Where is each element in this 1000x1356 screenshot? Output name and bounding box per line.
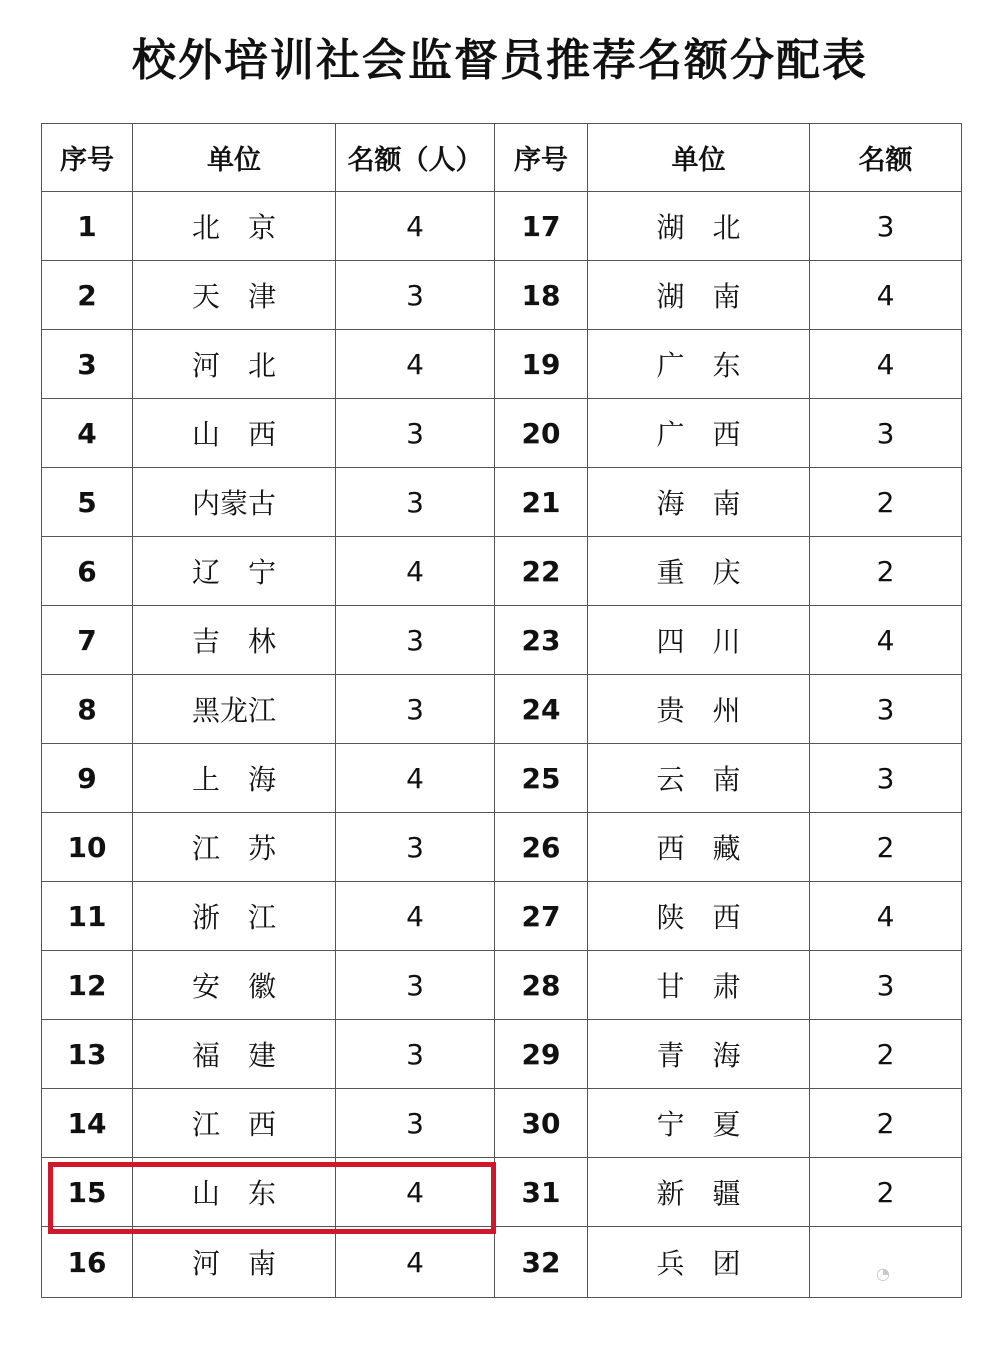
unit-name-cell: 山 东 bbox=[133, 1158, 336, 1227]
row-number-cell: 10 bbox=[42, 813, 133, 882]
unit-name-cell: 四 川 bbox=[588, 606, 810, 675]
header-no-right: 序号 bbox=[495, 124, 588, 192]
unit-name-cell: 河 南 bbox=[133, 1227, 336, 1298]
row-number-cell: 16 bbox=[42, 1227, 133, 1298]
watermark-icon: ◔ bbox=[876, 1264, 890, 1283]
table-row bbox=[42, 1089, 962, 1158]
row-number-cell: 5 bbox=[42, 468, 133, 537]
table-row bbox=[42, 606, 962, 675]
table-row bbox=[42, 813, 962, 882]
quota-cell: 3 bbox=[336, 1089, 495, 1158]
unit-name-cell: 海 南 bbox=[588, 468, 810, 537]
unit-name-cell: 西 藏 bbox=[588, 813, 810, 882]
table-row bbox=[42, 675, 962, 744]
unit-name-cell: 内蒙古 bbox=[133, 468, 336, 537]
table-row bbox=[42, 951, 962, 1020]
quota-cell: 4 bbox=[810, 330, 962, 399]
unit-name-cell: 青 海 bbox=[588, 1020, 810, 1089]
unit-name-cell: 黑龙江 bbox=[133, 675, 336, 744]
quota-cell: 3 bbox=[336, 951, 495, 1020]
quota-cell: 3 bbox=[810, 744, 962, 813]
unit-name-cell: 宁 夏 bbox=[588, 1089, 810, 1158]
quota-cell: 4 bbox=[336, 1158, 495, 1227]
table-row bbox=[42, 1020, 962, 1089]
quota-cell: 2 bbox=[810, 1158, 962, 1227]
row-number-cell: 30 bbox=[495, 1089, 588, 1158]
quota-cell bbox=[810, 1227, 962, 1298]
quota-cell: 4 bbox=[336, 882, 495, 951]
unit-name-cell: 兵 团 bbox=[588, 1227, 810, 1298]
unit-name-cell: 湖 北 bbox=[588, 192, 810, 261]
row-number-cell: 21 bbox=[495, 468, 588, 537]
row-number-cell: 8 bbox=[42, 675, 133, 744]
quota-cell: 3 bbox=[810, 399, 962, 468]
row-number-cell: 4 bbox=[42, 399, 133, 468]
header-no-left: 序号 bbox=[42, 124, 133, 192]
quota-table bbox=[41, 123, 962, 1298]
row-number-cell: 1 bbox=[42, 192, 133, 261]
row-number-cell: 14 bbox=[42, 1089, 133, 1158]
table-row bbox=[42, 744, 962, 813]
unit-name-cell: 福 建 bbox=[133, 1020, 336, 1089]
unit-name-cell: 重 庆 bbox=[588, 537, 810, 606]
row-number-cell: 27 bbox=[495, 882, 588, 951]
row-number-cell: 22 bbox=[495, 537, 588, 606]
quota-cell: 4 bbox=[336, 330, 495, 399]
unit-name-cell: 新 疆 bbox=[588, 1158, 810, 1227]
table-row bbox=[42, 192, 962, 261]
unit-name-cell: 河 北 bbox=[133, 330, 336, 399]
unit-name-cell: 安 徽 bbox=[133, 951, 336, 1020]
unit-name-cell: 广 西 bbox=[588, 399, 810, 468]
header-quota-right: 名额 bbox=[810, 124, 962, 192]
quota-cell: 4 bbox=[810, 606, 962, 675]
row-number-cell: 11 bbox=[42, 882, 133, 951]
table-row bbox=[42, 468, 962, 537]
row-number-cell: 25 bbox=[495, 744, 588, 813]
unit-name-cell: 湖 南 bbox=[588, 261, 810, 330]
row-number-cell: 23 bbox=[495, 606, 588, 675]
row-number-cell: 6 bbox=[42, 537, 133, 606]
row-number-cell: 15 bbox=[42, 1158, 133, 1227]
row-number-cell: 18 bbox=[495, 261, 588, 330]
page-title: 校外培训社会监督员推荐名额分配表 bbox=[132, 35, 868, 86]
unit-name-cell: 甘 肃 bbox=[588, 951, 810, 1020]
quota-cell: 2 bbox=[810, 537, 962, 606]
quota-cell: 3 bbox=[336, 468, 495, 537]
quota-cell: 3 bbox=[810, 192, 962, 261]
row-number-cell: 31 bbox=[495, 1158, 588, 1227]
unit-name-cell: 陕 西 bbox=[588, 882, 810, 951]
row-number-cell: 29 bbox=[495, 1020, 588, 1089]
quota-cell: 3 bbox=[336, 399, 495, 468]
row-number-cell: 2 bbox=[42, 261, 133, 330]
unit-name-cell: 北 京 bbox=[133, 192, 336, 261]
quota-cell: 3 bbox=[810, 675, 962, 744]
quota-cell: 4 bbox=[336, 192, 495, 261]
unit-name-cell: 上 海 bbox=[133, 744, 336, 813]
table-row bbox=[42, 537, 962, 606]
row-number-cell: 13 bbox=[42, 1020, 133, 1089]
quota-cell: 2 bbox=[810, 813, 962, 882]
row-number-cell: 7 bbox=[42, 606, 133, 675]
row-number-cell: 19 bbox=[495, 330, 588, 399]
unit-name-cell: 贵 州 bbox=[588, 675, 810, 744]
row-number-cell: 17 bbox=[495, 192, 588, 261]
quota-cell: 2 bbox=[810, 468, 962, 537]
quota-cell: 3 bbox=[336, 606, 495, 675]
quota-cell: 4 bbox=[336, 1227, 495, 1298]
table-row bbox=[42, 1227, 962, 1298]
row-number-cell: 12 bbox=[42, 951, 133, 1020]
quota-cell: 2 bbox=[810, 1020, 962, 1089]
quota-cell: 4 bbox=[810, 261, 962, 330]
header-unit-right: 单位 bbox=[588, 124, 810, 192]
row-number-cell: 26 bbox=[495, 813, 588, 882]
quota-cell: 3 bbox=[336, 261, 495, 330]
quota-cell: 3 bbox=[336, 1020, 495, 1089]
table-row bbox=[42, 261, 962, 330]
quota-cell: 3 bbox=[336, 813, 495, 882]
row-number-cell: 28 bbox=[495, 951, 588, 1020]
quota-cell: 3 bbox=[810, 951, 962, 1020]
row-number-cell: 32 bbox=[495, 1227, 588, 1298]
unit-name-cell: 天 津 bbox=[133, 261, 336, 330]
quota-cell: 4 bbox=[336, 744, 495, 813]
quota-cell: 4 bbox=[336, 537, 495, 606]
table-row bbox=[42, 330, 962, 399]
unit-name-cell: 山 西 bbox=[133, 399, 336, 468]
unit-name-cell: 浙 江 bbox=[133, 882, 336, 951]
unit-name-cell: 辽 宁 bbox=[133, 537, 336, 606]
unit-name-cell: 云 南 bbox=[588, 744, 810, 813]
unit-name-cell: 江 苏 bbox=[133, 813, 336, 882]
unit-name-cell: 江 西 bbox=[133, 1089, 336, 1158]
unit-name-cell: 吉 林 bbox=[133, 606, 336, 675]
table-body bbox=[42, 192, 962, 1298]
header-quota-left: 名额（人） bbox=[336, 124, 495, 192]
header-unit-left: 单位 bbox=[133, 124, 336, 192]
row-number-cell: 9 bbox=[42, 744, 133, 813]
table-row bbox=[42, 1158, 962, 1227]
quota-cell: 2 bbox=[810, 1089, 962, 1158]
row-number-cell: 20 bbox=[495, 399, 588, 468]
row-number-cell: 3 bbox=[42, 330, 133, 399]
unit-name-cell: 广 东 bbox=[588, 330, 810, 399]
quota-cell: 3 bbox=[336, 675, 495, 744]
table-row bbox=[42, 399, 962, 468]
row-number-cell: 24 bbox=[495, 675, 588, 744]
table-header-row bbox=[42, 124, 962, 192]
quota-cell: 4 bbox=[810, 882, 962, 951]
table-row bbox=[42, 882, 962, 951]
